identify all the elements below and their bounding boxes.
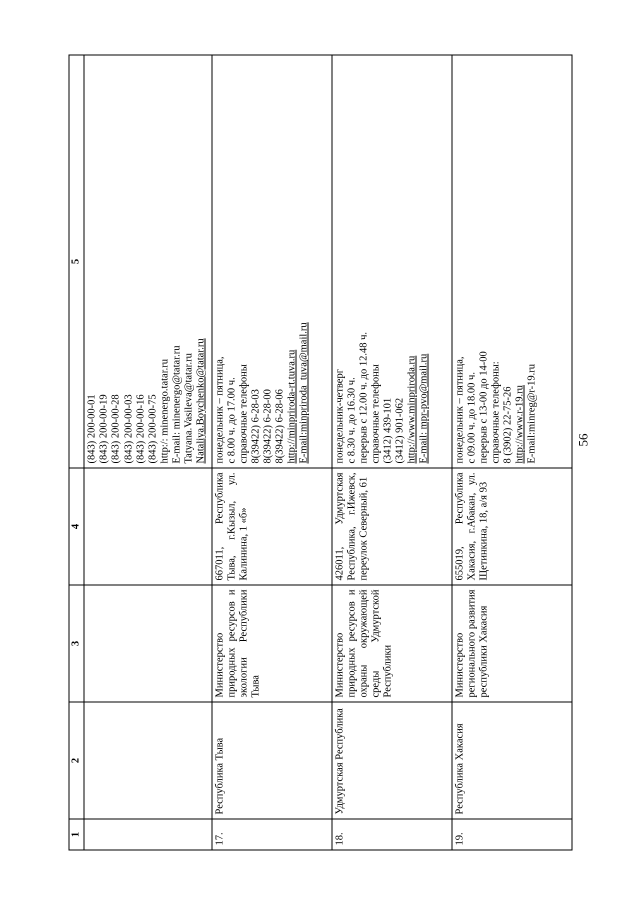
contact-line: с 8.30 ч. до 16.30 ч. [346, 376, 358, 463]
header-cell-1: 1 [69, 819, 84, 850]
contact-line: справочные телефоны [370, 363, 382, 463]
contact-line: с 8.00 ч. до 17.00 ч. [226, 376, 238, 463]
contact-line: понедельник – пятница, [453, 355, 465, 463]
row-number: 17. [212, 819, 332, 850]
header-cell-4: 4 [69, 468, 84, 585]
website-link[interactable]: http://minprirodа-rt.tuva.ru [286, 349, 298, 463]
region-name: Республика Хакасия [451, 702, 571, 819]
ministry-name: Министерство природных ресурсов и охраны окружающей среды Удмуртской Республики [332, 585, 452, 702]
address: 655019, Республика Хакасия, г.Абакан, ул. Щетинкина, 18, а/я 93 [451, 468, 571, 585]
contact-line: (843) 200-00-19 [98, 393, 110, 463]
website-link[interactable]: http://www.minpriroda.ru [406, 355, 418, 463]
table-row [451, 55, 571, 850]
table-header-row [69, 55, 84, 850]
email-link[interactable]: E-mail: minenergo@tatar.ru [170, 345, 182, 463]
row-number: 18. [332, 819, 452, 850]
contacts-cell [84, 55, 212, 468]
contact-line: с 09.00 ч. до 18.00 ч. [466, 371, 478, 463]
contact-line: 8(39422) 6-28-00 [262, 388, 274, 463]
table-cell-empty [84, 702, 212, 819]
contact-line: понедельник-четверг [334, 368, 346, 463]
contact-line: 8(39422) 6-28-03 [250, 388, 262, 463]
contact-line: (843) 200-00-16 [134, 393, 146, 463]
table-cell-empty [84, 819, 212, 850]
ministry-name: Министерство природных ресурсов и экологии Республики Тыва [212, 585, 332, 702]
contact-line: (843) 200-00-28 [110, 393, 122, 463]
rotated-table-container [68, 55, 572, 850]
contact-line: (3412) 901-062 [394, 397, 406, 463]
contact-line: 8 (3902) 22-75-26 [502, 386, 514, 463]
region-name: Удмуртская Республика [332, 702, 452, 819]
table-cell-empty [84, 585, 212, 702]
address: 667011, Республика Тыва, г.Кызыл, ул. Калинина, 1 «б» [212, 468, 332, 585]
email-link[interactable]: Nataliya.Boychenko@tatar.ru [194, 337, 206, 463]
email-link[interactable]: E-mail:minreg@r-19.ru [526, 363, 538, 463]
header-cell-2: 2 [69, 702, 84, 819]
contacts-table [68, 54, 572, 850]
contacts-cell [332, 55, 452, 468]
page-number: 56 [575, 433, 591, 447]
contact-line: справочные телефоны [238, 363, 250, 463]
contacts-cell [451, 55, 571, 468]
ministry-name: Министерство регионального развития республики Хакасия [451, 585, 571, 702]
email-link[interactable]: E-mail: mpr-pvo@mail.ru [418, 353, 430, 463]
contact-line: справочные телефоны: [490, 360, 502, 463]
table-row-continued [84, 55, 212, 850]
contact-line: (843) 200-00-01 [86, 393, 98, 463]
region-name: Республика Тыва [212, 702, 332, 819]
contact-line: (843) 200-00-03 [122, 393, 134, 463]
table-cell-empty [84, 468, 212, 585]
contact-line: понедельник – пятница, [214, 355, 226, 463]
contacts-cell [212, 55, 332, 468]
contact-line: перерыв с 12.00 ч. до 12.48 ч. [358, 331, 370, 463]
contact-line: (843) 200-00-75 [146, 393, 158, 463]
email-link[interactable]: Tatyana.Vasileva@tatar.ru [182, 352, 194, 463]
header-cell-5: 5 [69, 55, 84, 468]
contact-line: перерыв с 13-00 до 14-00 [478, 350, 490, 463]
table-row [332, 55, 452, 850]
email-link[interactable]: E-mail:minpriroda_tuva@mail.ru [298, 321, 310, 463]
row-number: 19. [451, 819, 571, 850]
website-link[interactable]: http://www.r-19.ru [514, 384, 526, 463]
website-link[interactable]: http:/: minenergo.tatar.ru [158, 358, 170, 463]
contact-line: 8(39422) 6-28-06 [274, 388, 286, 463]
header-cell-3: 3 [69, 585, 84, 702]
address: 426011, Удмуртская Республика, г.Ижевск, переулок Северный, 61 [332, 468, 452, 585]
contact-line: (3412) 439-101 [382, 397, 394, 463]
table-row [212, 55, 332, 850]
